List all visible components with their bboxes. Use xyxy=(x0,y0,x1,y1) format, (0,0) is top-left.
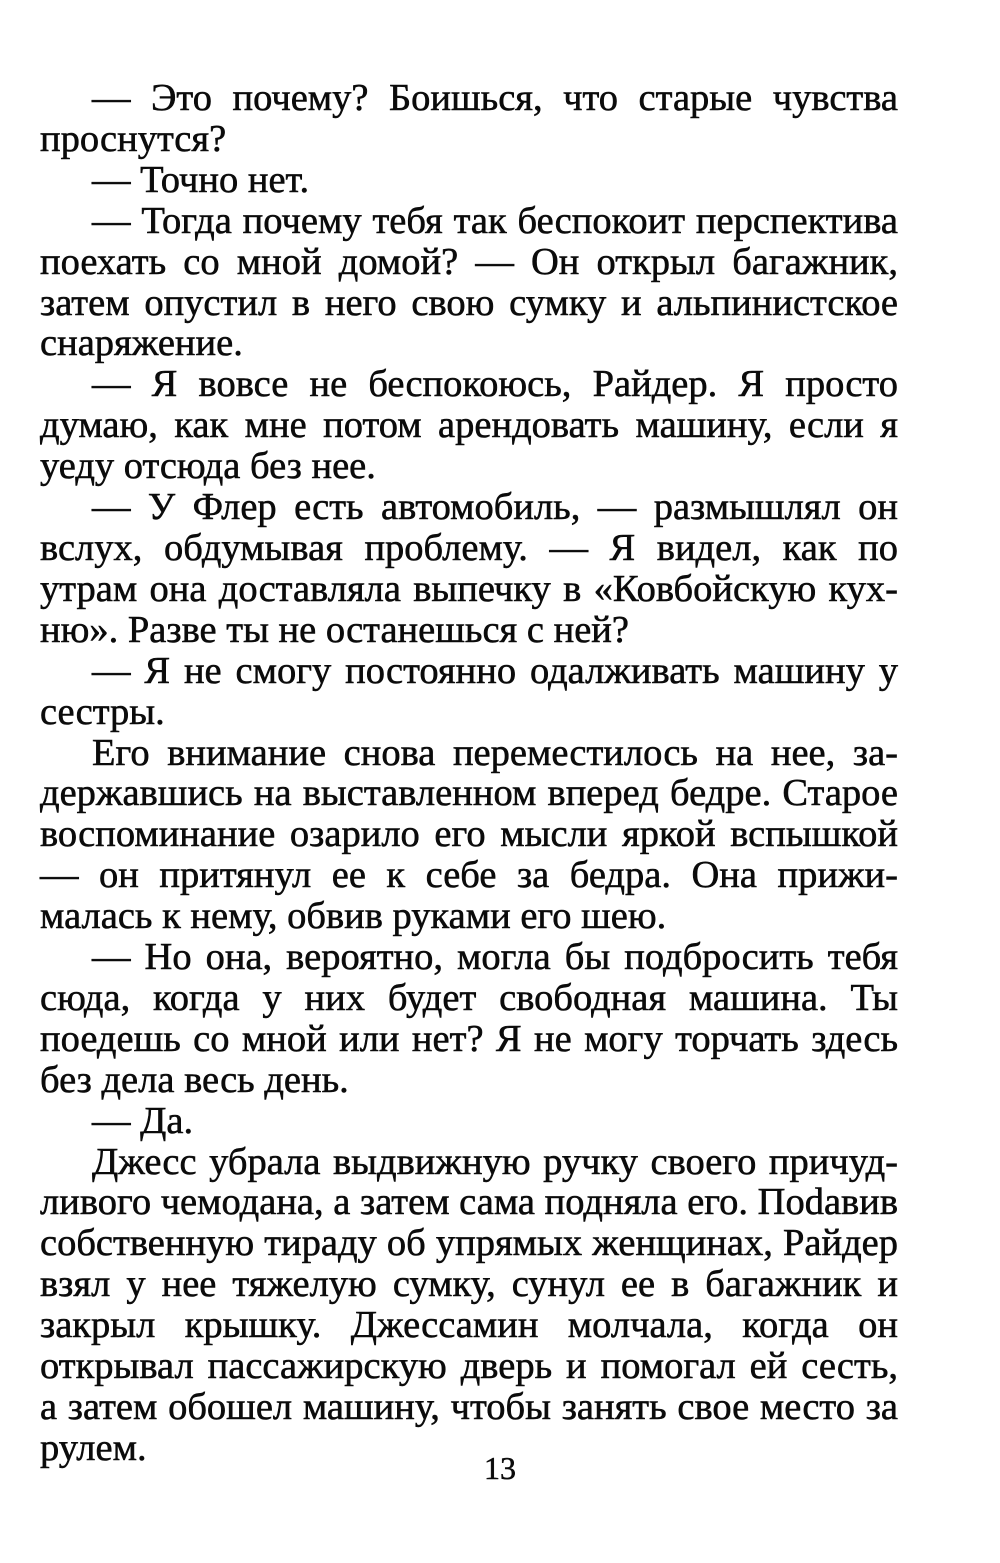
paragraph-2: — Точно нет. xyxy=(92,158,310,201)
paragraph-10: Джесс убрала выдвижную ручку своего причудливого чемодана, а затем сама подняла его. Поdавив собственную тираду об упрямых женщинах, Райдер взял у нее тяжелую сумку, сунул ее в багажник и закрыл крышку. Джессамин молчала, когда он открывал пассажирскую дверь и помогал ей сесть, а затем обошел машину, чтобы занять свое место за рулем. xyxy=(40,1140,898,1469)
paragraph-3: — Тогда почему тебя так беспокоит перспектива поехать со мной домой? — Он открыл багажник, затем опустил в него свою сумку и альпинистское снаряжение. xyxy=(40,199,898,365)
paragraph-7: Его внимание снова переместилось на нее, задержавшись на выставленном вперед бедре. Старое воспоминание озарило его мысли яркой вспышкой — он притянул ее к себе за бедра. Она прижималась к нему, обвив руками его шею. xyxy=(40,731,898,938)
page-number: 13 xyxy=(484,1450,516,1486)
paragraph-5: — У Флер есть автомобиль, — размышлял он вслух, обдумывая проблему. — Я видел, как по утрам она доставляла выпечку в «Ковбойскую кухню». Разве ты не останешься с ней? xyxy=(40,486,898,651)
paragraph-1: — Это почему? Боишься, что старые чувства проснутся? xyxy=(40,77,898,160)
paragraph-8: — Но она, вероятно, могла бы подбросить тебя сюда, когда у них будет свободная машина. Ты поедешь со мной или нет? Я не могу торчать здесь без дела весь день. xyxy=(40,936,898,1101)
paragraph-9: — Да. xyxy=(92,1099,194,1142)
page-text xyxy=(40,78,898,1469)
paragraph-4: — Я вовсе не беспокоюсь, Райдер. Я просто думаю, как мне потом арендовать машину, если я уеду отсюда без нее. xyxy=(40,363,898,488)
paragraph-6: — Я не смогу постоянно одалживать машину у сестры. xyxy=(40,649,898,733)
